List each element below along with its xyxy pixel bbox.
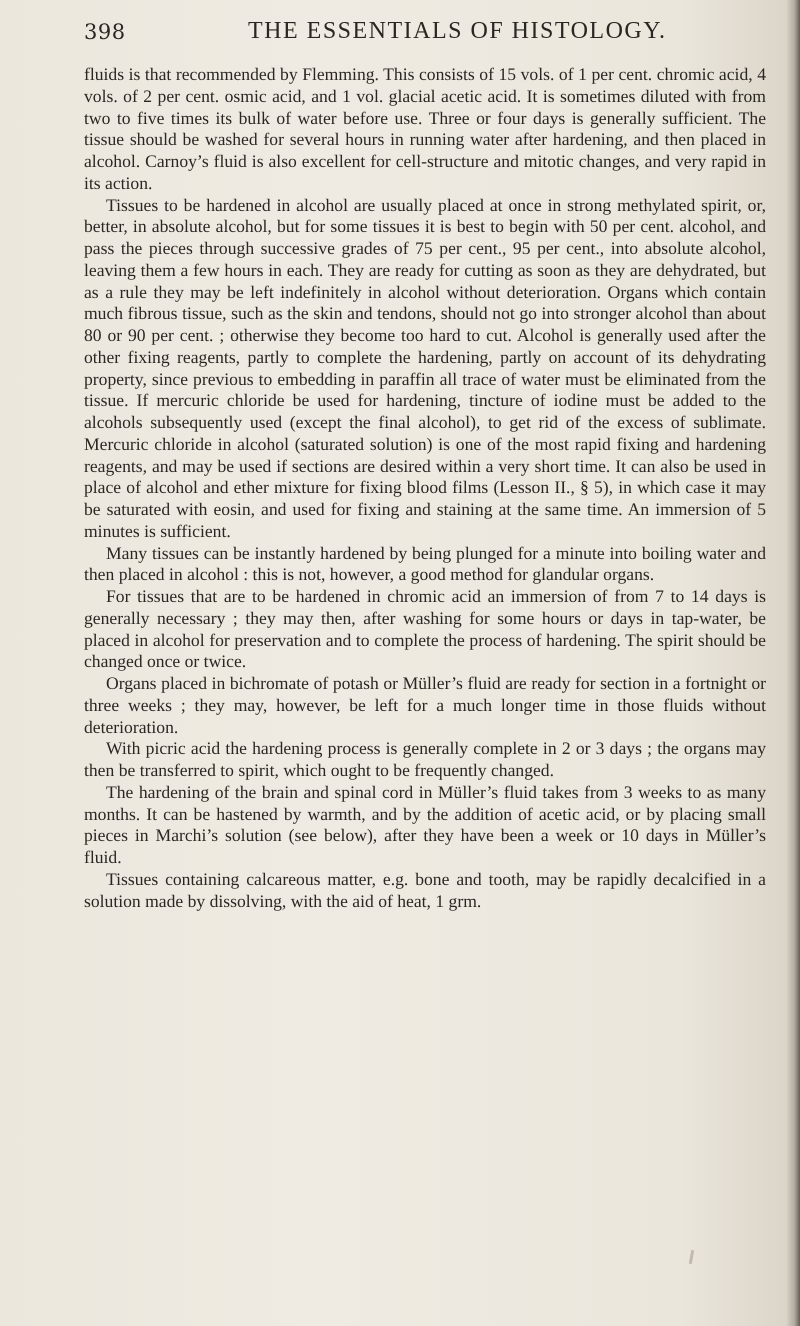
body-text [84,64,766,912]
page-number: 398 [84,20,126,44]
running-title: THE ESSENTIALS OF HISTOLOGY. [248,18,667,44]
paragraph-picric-acid: With picric acid the hardening process is generally complete in 2 or 3 days ; the organs may then be transferred to spirit, which ought to be frequently changed. [84,738,766,780]
running-header [0,16,800,56]
page-mark [689,1250,694,1264]
paragraph-brain-spinal-cord: The hardening of the brain and spinal cord in Müller’s fluid takes from 3 weeks to as many months. It can be hastened by warmth, and by the addition of acetic acid, or by placing small pieces in Marchi’s solution (see below), after they have been a week or 10 days in Müller’s fluid. [84,781,766,867]
paragraph-fixing-fluids: fluids is that recommended by Flemming. This consists of 15 vols. of 1 per cent. chromic acid, 4 vols. of 2 per cent. osmic acid, and 1 vol. glacial acetic acid. It is sometimes diluted with from two to five times its bulk of water before use. Three or four days is generally sufficient. The tissue should be washed for several hours in running water after hardening, and then placed in alcohol. Carnoy’s fluid is also excellent for cell-structure and mitotic changes, and very rapid in its action. [84,64,766,193]
page-edge-shadow [786,0,800,1326]
paragraph-bichromate-potash: Organs placed in bichromate of potash or Müller’s fluid are ready for section in a fortnight or three weeks ; they may, however, be left for a much longer time in those fluids without deterioration. [84,673,766,737]
paragraph-decalcification: Tissues containing calcareous matter, e.g. bone and tooth, may be rapidly decalcified in a solution made by dissolving, with the aid of heat, 1 grm. [84,868,766,911]
paragraph-alcohol-hardening: Tissues to be hardened in alcohol are usually placed at once in strong methylated spirit, or, better, in absolute alcohol, but for some tissues it is best to begin with 50 per cent. alcohol, and pass the pieces through successive grades of 75 per cent., 95 per cent., into absolute alcohol, leaving them a few hours in each. They are ready for cutting as soon as they are dehydrated, but as a rule they may be left indefinitely in alcohol without deterioration. Organs which contain much fibrous tissue, such as the skin and tendons, should not go into stronger alcohol than about 80 or 90 per cent. ; otherwise they become too hard to cut. Alcohol is generally used after the other fixing reagents, partly to complete the hardening, partly on account of its dehydrating property, since previous to embedding in paraffin all trace of water must be eliminated from the tissue. If mercuric chloride be used for hardening, tincture of iodine must be added to the alcohols subsequently used (except the final alcohol), to get rid of the excess of sublimate. Mercuric chloride in alcohol (saturated solution) is one of the most rapid fixing and hardening reagents, and may be used if sections are desired within a very short time. It can also be used in place of alcohol and ether mixture for fixing blood films (Lesson II., § 5), in which case it may be saturated with eosin, and used for fixing and staining at the same time. An immersion of 5 minutes is sufficient. [84,194,766,541]
paragraph-chromic-acid: For tissues that are to be hardened in chromic acid an immersion of from 7 to 14 days is generally necessary ; they may then, after washing for some hours or days in tap-water, be placed in alcohol for preservation and to complete the process of hardening. The spirit should be changed once or twice. [84,586,766,672]
paragraph-boiling-water: Many tissues can be instantly hardened by being plunged for a minute into boiling water and then placed in alcohol : this is not, however, a good method for glandular organs. [84,542,766,585]
